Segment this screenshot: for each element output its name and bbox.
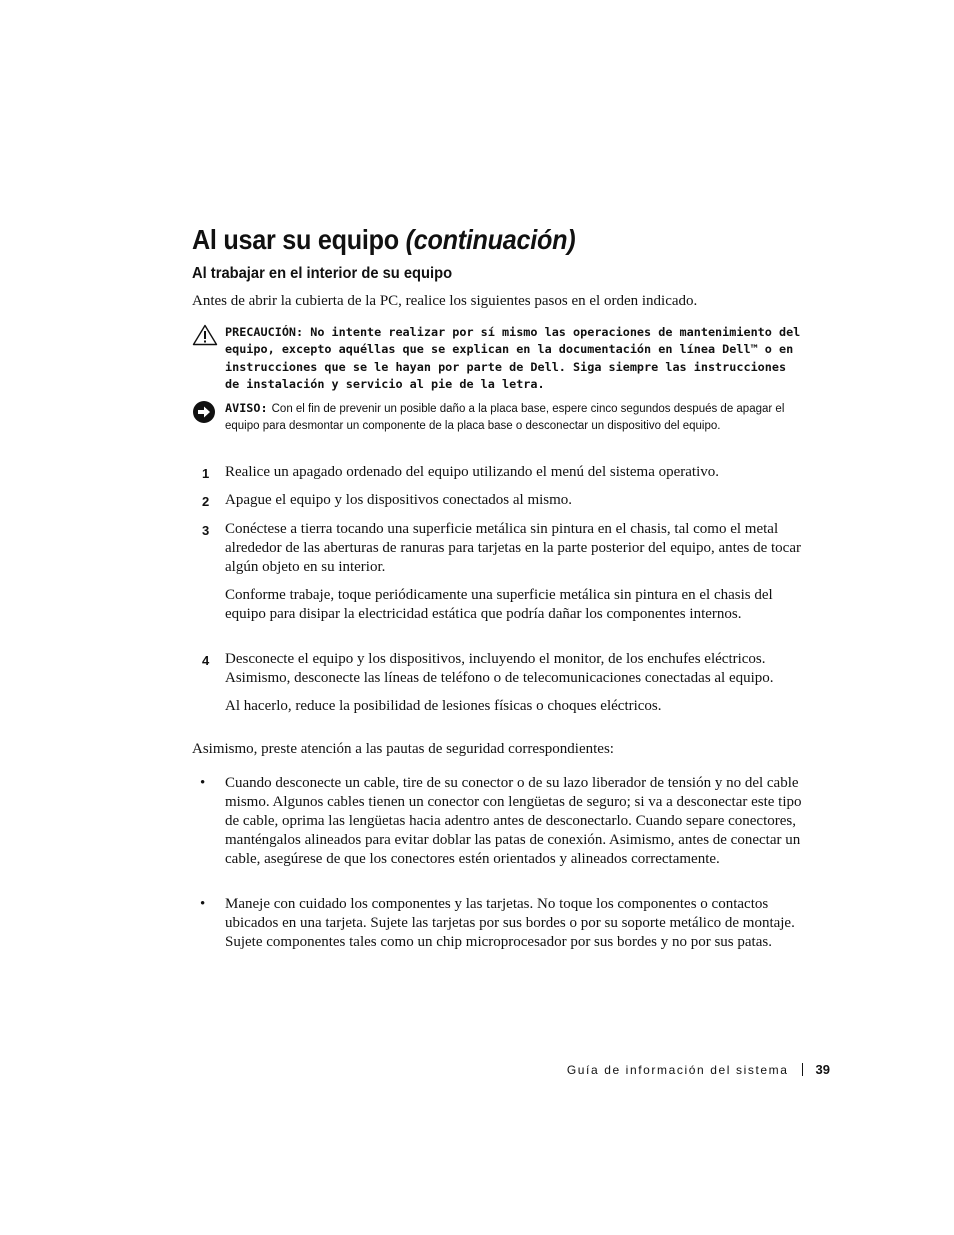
- bullet-item: [192, 895, 804, 952]
- notice-label: AVISO:: [225, 401, 268, 415]
- page-title: [192, 222, 768, 258]
- step-text: Realice un apagado ordenado del equipo utilizando el menú del sistema operativo.: [225, 464, 720, 480]
- footer-divider: [802, 1063, 803, 1076]
- step-number: 2: [202, 494, 210, 509]
- notice-block: [192, 400, 804, 436]
- bullet-marker: •: [200, 896, 206, 912]
- step-3: [192, 520, 804, 624]
- step-text: Desconecte el equipo y los dispositivos, incluyendo el monitor, de los enchufes eléctricos. Asimismo, desconecte las líneas de teléfono o de telecomunicaciones conectadas al equipo.: [225, 651, 774, 686]
- footer-guide-title: Guía de información del sistema: [566, 1063, 789, 1077]
- section-heading: Al trabajar en el interior de su equipo: [192, 265, 453, 282]
- step-text: Conéctese a tierra tocando una superficie metálica sin pintura en el chasis, tal como el metal alrededor de las aberturas de ranuras para tarjetas en la parte posterior del equipo, antes de tocar algún objeto en su interior.: [225, 521, 801, 575]
- title-main: Al usar su equipo: [192, 224, 399, 255]
- step-4: [192, 650, 804, 716]
- page-number: 39: [815, 1062, 830, 1077]
- page-footer: [567, 1062, 830, 1078]
- step-1: [192, 463, 804, 482]
- safety-intro: Asimismo, preste atención a las pautas de seguridad correspondientes:: [192, 741, 614, 757]
- bullet-marker: •: [200, 775, 206, 791]
- caution-text: PRECAUCIÓN: No intente realizar por sí mismo las operaciones de mantenimiento del equipo, excepto aquéllas que se explican en la documentación en línea Dell™ o en instrucciones que se le hayan por parte de Dell. Siga siempre las instrucciones de instalación y servicio al pie de la letra.: [225, 325, 801, 391]
- intro-paragraph: Antes de abrir la cubierta de la PC, realice los siguientes pasos en el orden indicado.: [192, 293, 698, 309]
- step-number: 4: [202, 653, 210, 668]
- title-continuation: (continuación): [405, 224, 576, 255]
- step-note: Al hacerlo, reduce la posibilidad de lesiones físicas o choques eléctricos.: [225, 698, 662, 714]
- bullet-text: Maneje con cuidado los componentes y las tarjetas. No toque los componentes o contactos ubicados en una tarjeta. Sujete las tarjetas por sus bordes o por su soporte metálico de montaje. Sujete componentes tales como un chip microprocesador por sus bordes y no por sus patas.: [225, 896, 795, 950]
- bullet-item: [192, 774, 804, 869]
- step-note: Conforme trabaje, toque periódicamente una superficie metálica sin pintura en el chasis del equipo para disipar la electricidad estática que podría dañar los componentes internos.: [225, 587, 773, 622]
- caution-block: [192, 324, 804, 393]
- step-number: 1: [202, 466, 210, 481]
- notice-text: [225, 400, 804, 436]
- warning-triangle-icon: [192, 324, 218, 351]
- step-text: Apague el equipo y los dispositivos conectados al mismo.: [225, 492, 573, 508]
- notice-arrow-icon: [192, 400, 216, 429]
- step-2: [192, 491, 804, 510]
- step-number: 3: [202, 523, 210, 538]
- bullet-text: Cuando desconecte un cable, tire de su conector o de su lazo liberador de tensión y no del cable mismo. Algunos cables tienen un conector con lengüetas de seguro; si va a desconectar este tipo de cable, oprima las lengüetas hacia adentro antes de desconectarlo. Cuando separe conectores, manténgalos alineados para evitar doblar las patas de conexión. Asimismo, antes de conectar un cable, asegúrese de que los conectores estén orientados y alineados correctamente.: [225, 775, 802, 867]
- notice-body: Con el fin de prevenir un posible daño a la placa base, espere cinco segundos después de apagar el equipo para desmontar un componente de la placa base o desconectar un dispositivo del equipo.: [225, 403, 785, 433]
